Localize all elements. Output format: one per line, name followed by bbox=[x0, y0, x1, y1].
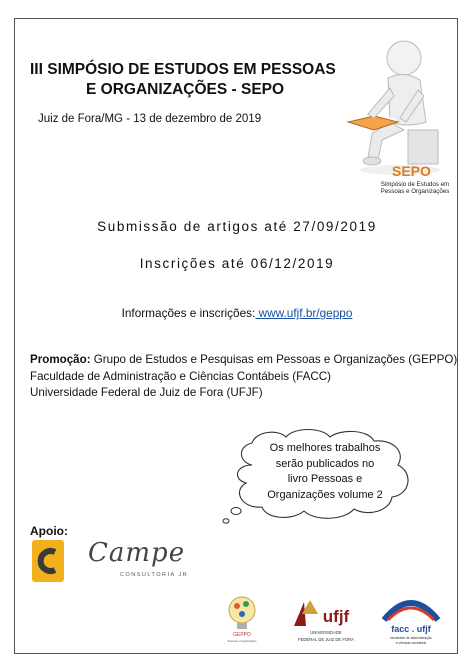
ufjf-logo-text: ufjf bbox=[322, 607, 350, 626]
svg-text:UNIVERSIDADE: UNIVERSIDADE bbox=[310, 630, 342, 635]
submission-deadline: Submissão de artigos até 27/09/2019 bbox=[97, 219, 377, 234]
promotion-facc: Faculdade de Administração e Ciências Contábeis (FACC) bbox=[30, 369, 331, 383]
ufjf-logo bbox=[290, 596, 360, 646]
svg-text:Pessoas e Organizações: Pessoas e Organizações bbox=[227, 640, 257, 643]
svg-text:e ciências contábeis: e ciências contábeis bbox=[395, 641, 427, 645]
promotion-block bbox=[30, 352, 457, 402]
promotion-geppo: Grupo de Estudos e Pesquisas em Pessoas e Organizações (GEPPO) bbox=[90, 353, 458, 366]
svg-text:FEDERAL DE JUIZ DE FORA: FEDERAL DE JUIZ DE FORA bbox=[298, 637, 354, 642]
facc-logo bbox=[378, 590, 444, 646]
geppo-logo bbox=[222, 592, 262, 644]
svg-text:faculdade de administração: faculdade de administração bbox=[390, 636, 432, 640]
sepo-logo-subtitle: Simpósio de Estudos em Pessoas e Organizações bbox=[380, 181, 450, 195]
cloud-line: livro Pessoas e bbox=[287, 473, 363, 485]
info-label: Informações e inscrições: bbox=[121, 306, 256, 320]
cloud-line: Os melhores trabalhos bbox=[269, 442, 381, 454]
svg-text:GEPPO: GEPPO bbox=[233, 632, 251, 638]
info-line bbox=[0, 306, 474, 320]
facc-logo-text: facc . ufjf bbox=[391, 624, 431, 634]
title-line-1: III SIMPÓSIO DE ESTUDOS EM PESSOAS bbox=[30, 61, 336, 78]
cloud-line: serão publicados no bbox=[275, 457, 375, 470]
title-line-2: E ORGANIZAÇÕES - SEPO bbox=[86, 81, 285, 98]
event-date: Juiz de Fora/MG - 13 de dezembro de 2019 bbox=[38, 113, 262, 125]
event-title bbox=[30, 60, 336, 100]
sepo-logo-label: SEPO bbox=[392, 163, 431, 179]
registration-deadline: Inscrições até 06/12/2019 bbox=[139, 256, 335, 271]
campe-c-logo bbox=[32, 540, 64, 582]
website-link[interactable]: www.ufjf.br/geppo bbox=[255, 306, 353, 320]
promotion-label: Promoção: bbox=[30, 353, 91, 366]
campe-logo-text: Campe bbox=[88, 538, 186, 568]
promotion-ufjf: Universidade Federal de Juiz de Fora (UFJF) bbox=[30, 386, 263, 399]
cloud-message bbox=[250, 441, 400, 503]
support-label: Apoio: bbox=[30, 524, 68, 538]
cloud-line: Organizações volume 2 bbox=[267, 488, 383, 501]
campe-logo-subtitle: CONSULTORIA JR bbox=[120, 572, 189, 578]
